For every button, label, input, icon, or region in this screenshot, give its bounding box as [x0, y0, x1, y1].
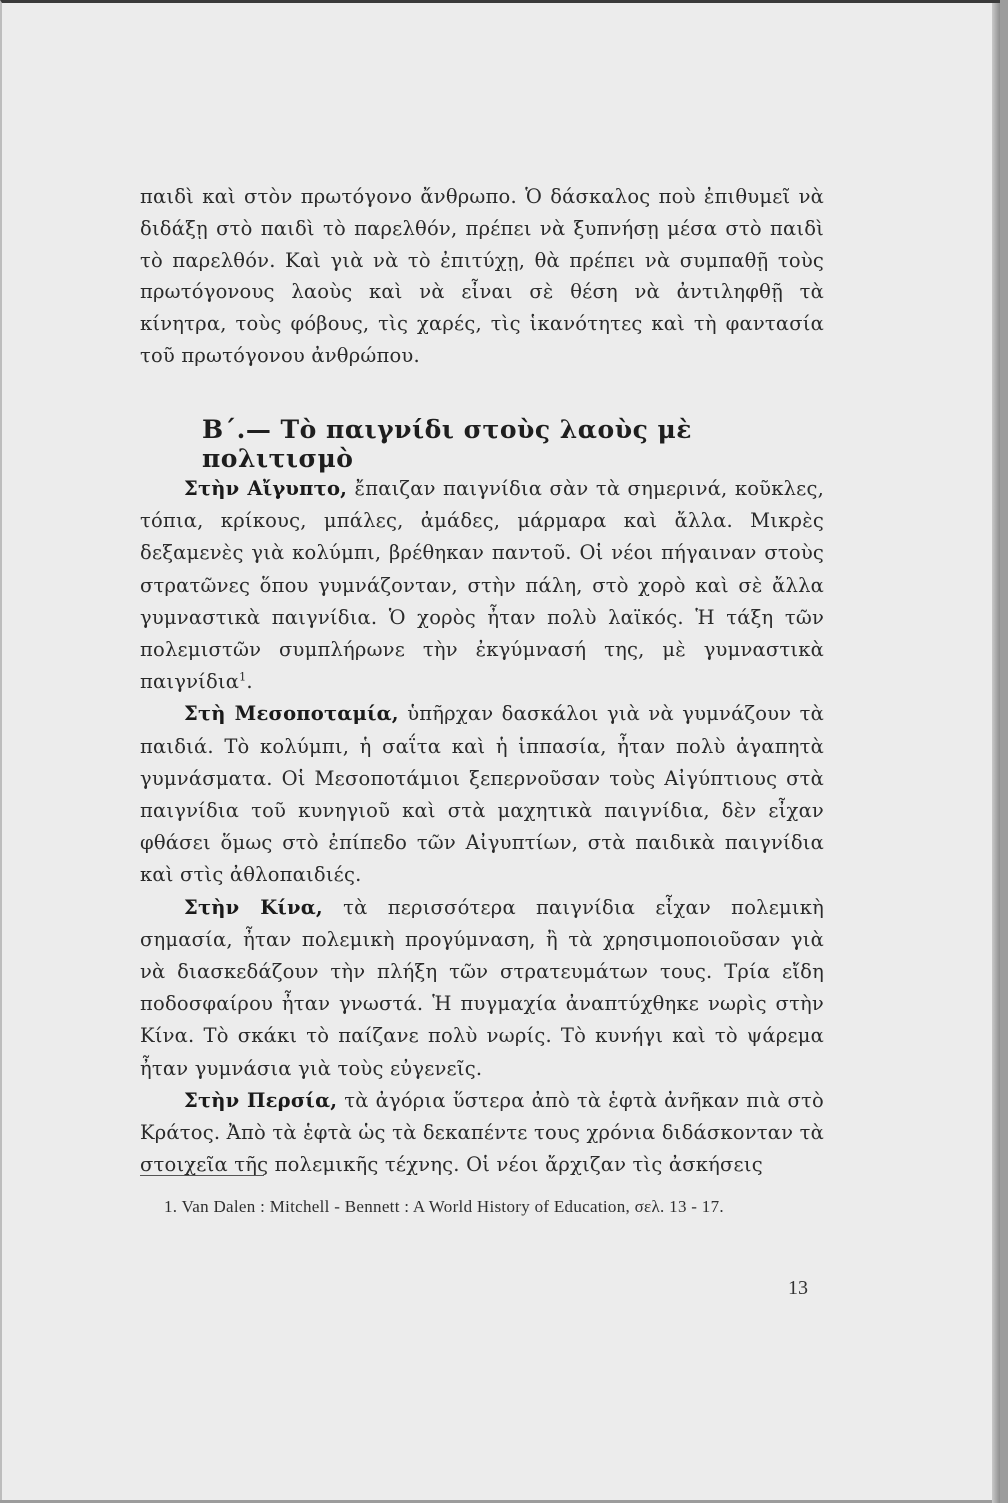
- section-persia-text: τὰ ἀγόρια ὕστερα ἀπὸ τὰ ἑφτὰ ἀνῆκαν πιὰ στὸ Κράτος. Ἀπὸ τὰ ἑφτὰ ὡς τὰ δεκαπέντε τους χρόνια διδάσκονταν τὰ στοιχεῖα τῆς πολεμικῆς τέχνης. Οἱ νέοι ἄρχιζαν τὶς ἀσκήσεις: [140, 1088, 824, 1177]
- intro-text: [140, 181, 824, 372]
- sections-body: [140, 473, 824, 1181]
- section-heading: Β΄.— Τὸ παιγνίδι στοὺς λαοὺς μὲ πολιτισμὸ: [202, 415, 692, 473]
- section-mesopotamia-lead: Στὴ Μεσοποταμία,: [184, 702, 399, 726]
- section-egypt-text: ἔπαιζαν παιγνίδια σὰν τὰ σημερινά, κοῦκλες, τόπια, κρίκους, μπάλες, ἀμάδες, μάρμαρα καὶ ἄλλα. Μικρὲς δεξαμενὲς γιὰ κολύμπι, βρέθηκαν παντοῦ. Οἱ νέοι πήγαιναν στοὺς στρατῶνες ὅπου γυμνάζονταν, στὴν πάλη, στὸ χορὸ καὶ σὲ ἄλλα γυμναστικὰ παιγνίδια. Ὁ χορὸς ἦταν πολὺ λαϊκός. Ἡ τάξη τῶν πολεμιστῶν συμπλήρωνε τὴν ἐκγύμνασή της, μὲ γυμναστικὰ παιγνίδια: [140, 477, 824, 694]
- section-mesopotamia: [140, 698, 824, 891]
- page-number: 13: [788, 1277, 808, 1299]
- section-egypt: [140, 473, 824, 698]
- section-persia-lead: Στὴν Περσία,: [184, 1088, 338, 1112]
- section-egypt-lead: Στὴν Αἴγυπτο,: [184, 477, 348, 500]
- section-china: [140, 892, 824, 1085]
- section-china-lead: Στὴν Κίνα,: [184, 895, 323, 919]
- footnote-mark: 1: [239, 670, 247, 684]
- intro-paragraph: παιδὶ καὶ στὸν πρωτόγονο ἄνθρωπο. Ὁ δάσκαλος ποὺ ἐπιθυμεῖ νὰ διδάξῃ στὸ παιδὶ τὸ παρελθόν, πρέπει νὰ ξυπνήσῃ μέσα στὸ παιδὶ τὸ παρελθόν. Καὶ γιὰ νὰ τὸ ἐπιτύχῃ, θὰ πρέπει νὰ συμπαθῇ τοὺς πρωτόγονους λαοὺς καὶ νὰ εἶναι σὲ θέση νὰ ἀντιληφθῇ τὰ κίνητρα, τοὺς φόβους, τὶς χαρές, τὶς ἱκανότητες καὶ τὴ φαντασία τοῦ πρωτόγονου ἀνθρώπου.: [140, 185, 824, 367]
- section-mesopotamia-text: ὑπῆρχαν δασκάλοι γιὰ νὰ γυμνάζουν τὰ παιδιά. Τὸ κολύμπι, ἡ σαΐτα καὶ ἡ ἱππασία, ἦταν πολὺ ἀγαπητὰ γυμνάσματα. Οἱ Μεσοποτάμιοι ξεπερνοῦσαν τοὺς Αἰγύπτιους στὰ παιγνίδια τοῦ κυνηγιοῦ καὶ στὰ μαχητικὰ παιγνίδια, δὲν εἶχαν φθάσει ὅμως στὸ ἐπίπεδο τῶν Αἰγυπτίων, στὰ παιδικὰ παιγνίδια καὶ στὶς ἀθλοπαιδιές.: [140, 702, 825, 887]
- section-persia: [140, 1085, 824, 1182]
- footnote-divider: [140, 1175, 264, 1176]
- page-edge-shadow: [992, 3, 1000, 1503]
- footnote: 1. Van Dalen : Mitchell - Bennett : A World History of Education, σελ. 13 - 17.: [164, 1197, 724, 1216]
- section-egypt-end: .: [246, 670, 253, 694]
- section-china-text: τὰ περισσότερα παιγνίδια εἶχαν πολεμικὴ σημασία, ἦταν πολεμικὴ προγύμναση, ἢ τὰ χρησιμοποιοῦσαν γιὰ νὰ διασκεδάζουν τὴν πλήξη τῶν στρατευμάτων τους. Τρία εἴδη ποδοσφαίρου ἦταν γνωστά. Ἡ πυγμαχία ἀναπτύχθηκε νωρὶς στὴν Κίνα. Τὸ σκάκι τὸ παίζανε πολὺ νωρίς. Τὸ κυνήγι καὶ τὸ ψάρεμα ἦταν γυμνάσια γιὰ τοὺς εὐγενεῖς.: [140, 895, 824, 1080]
